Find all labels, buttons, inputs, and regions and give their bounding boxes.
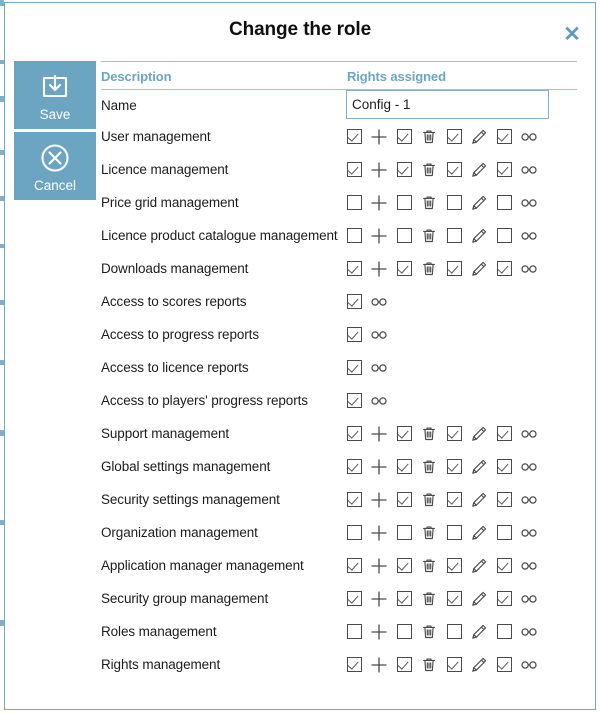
plus-icon — [369, 193, 389, 213]
save-button[interactable] — [14, 61, 96, 129]
checkbox-create[interactable] — [347, 525, 362, 540]
table-row — [101, 583, 577, 616]
checkbox-delete[interactable] — [397, 558, 412, 573]
row-label: Roles management — [101, 624, 217, 639]
column-header-description: Description — [101, 69, 172, 84]
checkbox-edit[interactable] — [447, 129, 462, 144]
checkbox-view[interactable] — [347, 294, 362, 309]
pencil-icon — [469, 589, 489, 609]
checkbox-view[interactable] — [497, 426, 512, 441]
row-label: Support management — [101, 426, 230, 441]
checkbox-create[interactable] — [347, 591, 362, 606]
glasses-icon — [519, 160, 539, 180]
trash-icon — [419, 556, 439, 576]
checkbox-view[interactable] — [497, 624, 512, 639]
checkbox-delete[interactable] — [397, 525, 412, 540]
row-label: Access to progress reports — [101, 327, 259, 342]
glasses-icon — [519, 259, 539, 279]
checkbox-create[interactable] — [347, 426, 362, 441]
row-label: Global settings management — [101, 459, 271, 474]
checkbox-delete[interactable] — [397, 162, 412, 177]
row-label: Access to players' progress reports — [101, 393, 308, 408]
table-row — [101, 352, 577, 385]
plus-icon — [369, 226, 389, 246]
glasses-icon — [369, 391, 389, 411]
table-row — [101, 418, 577, 451]
checkbox-delete[interactable] — [397, 459, 412, 474]
row-label: Access to scores reports — [101, 294, 247, 309]
role-name-input[interactable] — [346, 90, 549, 119]
checkbox-edit[interactable] — [447, 591, 462, 606]
plus-icon — [369, 556, 389, 576]
checkbox-delete[interactable] — [397, 228, 412, 243]
table-row-name — [101, 90, 577, 121]
table-row — [101, 451, 577, 484]
save-button-label: Save — [39, 107, 71, 122]
checkbox-create[interactable] — [347, 657, 362, 672]
checkbox-view[interactable] — [497, 261, 512, 276]
glasses-icon — [519, 655, 539, 675]
checkbox-edit[interactable] — [447, 162, 462, 177]
plus-icon — [369, 457, 389, 477]
table-row — [101, 385, 577, 418]
glasses-icon — [519, 622, 539, 642]
glasses-icon — [519, 589, 539, 609]
checkbox-create[interactable] — [347, 195, 362, 210]
checkbox-view[interactable] — [347, 327, 362, 342]
checkbox-edit[interactable] — [447, 492, 462, 507]
checkbox-view[interactable] — [497, 591, 512, 606]
checkbox-delete[interactable] — [397, 426, 412, 441]
table-row — [101, 154, 577, 187]
pencil-icon — [469, 193, 489, 213]
row-label: Application manager management — [101, 558, 304, 573]
trash-icon — [419, 523, 439, 543]
glasses-icon — [369, 358, 389, 378]
action-rail — [14, 61, 96, 203]
table-header-row — [101, 62, 577, 89]
row-label: Downloads management — [101, 261, 249, 276]
checkbox-create[interactable] — [347, 228, 362, 243]
trash-icon — [419, 259, 439, 279]
row-label: Rights management — [101, 657, 221, 672]
plus-icon — [369, 655, 389, 675]
cancel-button[interactable] — [14, 132, 96, 200]
row-label: Access to licence reports — [101, 360, 249, 375]
checkbox-view[interactable] — [497, 459, 512, 474]
checkbox-edit[interactable] — [447, 657, 462, 672]
checkbox-delete[interactable] — [397, 591, 412, 606]
change-role-dialog — [4, 2, 596, 710]
table-row — [101, 220, 577, 253]
checkbox-edit[interactable] — [447, 426, 462, 441]
checkbox-view[interactable] — [497, 129, 512, 144]
checkbox-edit[interactable] — [447, 195, 462, 210]
table-row — [101, 484, 577, 517]
glasses-icon — [519, 424, 539, 444]
table-row — [101, 121, 577, 154]
close-icon[interactable]: ✕ — [563, 23, 581, 46]
glasses-icon — [519, 193, 539, 213]
dialog-header — [5, 3, 595, 58]
checkbox-create[interactable] — [347, 162, 362, 177]
table-row — [101, 517, 577, 550]
glasses-icon — [519, 523, 539, 543]
rights-rows — [101, 90, 577, 682]
trash-icon — [419, 655, 439, 675]
plus-icon — [369, 622, 389, 642]
pencil-icon — [469, 160, 489, 180]
checkbox-delete[interactable] — [397, 261, 412, 276]
row-label: Price grid management — [101, 195, 239, 210]
checkbox-view[interactable] — [497, 492, 512, 507]
checkbox-create[interactable] — [347, 261, 362, 276]
checkbox-view[interactable] — [497, 162, 512, 177]
page-title: Change the role — [228, 19, 372, 40]
pencil-icon — [469, 259, 489, 279]
trash-icon — [419, 226, 439, 246]
checkbox-view[interactable] — [497, 228, 512, 243]
pencil-icon — [469, 523, 489, 543]
checkbox-delete[interactable] — [397, 492, 412, 507]
checkbox-edit[interactable] — [447, 624, 462, 639]
trash-icon — [419, 589, 439, 609]
plus-icon — [369, 523, 389, 543]
pencil-icon — [469, 457, 489, 477]
table-row — [101, 319, 577, 352]
checkbox-edit[interactable] — [447, 558, 462, 573]
glasses-icon — [369, 325, 389, 345]
checkbox-view[interactable] — [347, 360, 362, 375]
checkbox-delete[interactable] — [397, 624, 412, 639]
column-header-rights-assigned: Rights assigned — [347, 69, 446, 84]
table-row — [101, 286, 577, 319]
row-label: Security group management — [101, 591, 269, 606]
row-label: Licence management — [101, 162, 229, 177]
cancel-icon — [14, 141, 96, 175]
trash-icon — [419, 424, 439, 444]
checkbox-create[interactable] — [347, 624, 362, 639]
row-label: Licence product catalogue management — [101, 228, 338, 243]
plus-icon — [369, 589, 389, 609]
row-label: Name — [101, 98, 137, 113]
checkbox-view[interactable] — [347, 393, 362, 408]
table-row — [101, 550, 577, 583]
checkbox-delete[interactable] — [397, 657, 412, 672]
pencil-icon — [469, 655, 489, 675]
pencil-icon — [469, 622, 489, 642]
table-row — [101, 253, 577, 286]
trash-icon — [419, 490, 439, 510]
glasses-icon — [519, 457, 539, 477]
plus-icon — [369, 127, 389, 147]
glasses-icon — [519, 556, 539, 576]
row-label: User management — [101, 129, 211, 144]
plus-icon — [369, 160, 389, 180]
glasses-icon — [519, 490, 539, 510]
plus-icon — [369, 424, 389, 444]
checkbox-delete[interactable] — [397, 195, 412, 210]
row-label: Organization management — [101, 525, 258, 540]
glasses-icon — [369, 292, 389, 312]
save-icon — [14, 70, 96, 104]
rights-table — [101, 61, 577, 682]
trash-icon — [419, 160, 439, 180]
table-row — [101, 187, 577, 220]
checkbox-edit[interactable] — [447, 459, 462, 474]
checkbox-delete[interactable] — [397, 129, 412, 144]
cancel-button-label: Cancel — [33, 178, 77, 193]
pencil-icon — [469, 127, 489, 147]
pencil-icon — [469, 226, 489, 246]
row-label: Security settings management — [101, 492, 280, 507]
table-row — [101, 616, 577, 649]
trash-icon — [419, 193, 439, 213]
checkbox-view[interactable] — [497, 195, 512, 210]
checkbox-create[interactable] — [347, 129, 362, 144]
checkbox-create[interactable] — [347, 558, 362, 573]
pencil-icon — [469, 424, 489, 444]
trash-icon — [419, 457, 439, 477]
pencil-icon — [469, 556, 489, 576]
plus-icon — [369, 259, 389, 279]
trash-icon — [419, 127, 439, 147]
checkbox-create[interactable] — [347, 459, 362, 474]
pencil-icon — [469, 490, 489, 510]
checkbox-edit[interactable] — [447, 525, 462, 540]
checkbox-view[interactable] — [497, 525, 512, 540]
plus-icon — [369, 490, 389, 510]
trash-icon — [419, 622, 439, 642]
checkbox-edit[interactable] — [447, 228, 462, 243]
checkbox-view[interactable] — [497, 657, 512, 672]
checkbox-create[interactable] — [347, 492, 362, 507]
table-row — [101, 649, 577, 682]
glasses-icon — [519, 127, 539, 147]
glasses-icon — [519, 226, 539, 246]
checkbox-edit[interactable] — [447, 261, 462, 276]
checkbox-view[interactable] — [497, 558, 512, 573]
